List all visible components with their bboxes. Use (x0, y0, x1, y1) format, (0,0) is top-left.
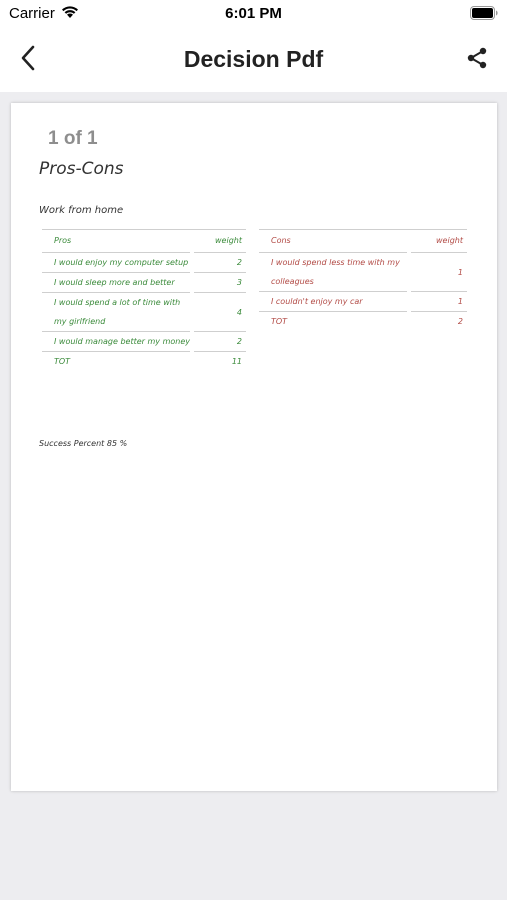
pros-row-weight: 2 (194, 253, 246, 273)
cons-row (259, 253, 467, 292)
chevron-left-icon (20, 45, 36, 76)
pros-row (42, 293, 246, 332)
pros-table (42, 229, 246, 371)
pros-row-weight: 2 (194, 332, 246, 352)
success-percent: Success Percent 85 % (39, 439, 128, 448)
page-title: Decision Pdf (183, 46, 324, 72)
pros-header-weight: weight (194, 230, 246, 253)
pros-row (42, 332, 246, 352)
clock: 6:01 PM (225, 5, 282, 22)
pros-header-row (42, 230, 246, 253)
battery-icon (470, 6, 498, 25)
navigation-bar (0, 30, 507, 92)
cons-row-text: I couldn't enjoy my car (259, 292, 407, 312)
pdf-viewer[interactable] (0, 92, 507, 900)
pros-header-label: Pros (42, 230, 190, 253)
pros-row-weight: 4 (194, 293, 246, 332)
decision-subject: Work from home (39, 205, 124, 216)
status-bar (0, 0, 507, 30)
cons-total-label: TOT (271, 317, 288, 326)
cons-header-label: Cons (259, 230, 407, 253)
cons-header-weight: weight (411, 230, 467, 253)
pros-row-text: I would enjoy my computer setup (42, 253, 190, 273)
cons-total-row (259, 312, 467, 331)
back-button[interactable] (12, 44, 44, 76)
cons-row-weight: 1 (411, 292, 467, 312)
cons-row (259, 292, 467, 312)
pros-total-label: TOT (54, 357, 71, 366)
pros-total-weight: 11 (231, 357, 242, 366)
document-title: Pros-Cons (39, 159, 124, 179)
pros-row-text: I would sleep more and better (42, 273, 190, 293)
pros-row-text: I would manage better my money (42, 332, 190, 352)
pros-row (42, 273, 246, 293)
cons-header-row (259, 230, 467, 253)
share-button[interactable] (461, 44, 493, 76)
share-icon (465, 46, 489, 75)
pros-total-row (42, 352, 246, 371)
cons-table (259, 229, 467, 331)
carrier-label: Carrier (9, 5, 55, 22)
pros-row (42, 253, 246, 273)
cons-total-weight: 2 (457, 317, 463, 326)
page-indicator: 1 of 1 (48, 128, 98, 149)
cons-row-text: I would spend less time with my colleagues (259, 253, 407, 292)
pros-row-weight: 3 (194, 273, 246, 293)
pros-row-text: I would spend a lot of time with my girlfriend (42, 293, 190, 332)
cons-row-weight: 1 (411, 253, 467, 292)
pdf-page (11, 103, 497, 791)
